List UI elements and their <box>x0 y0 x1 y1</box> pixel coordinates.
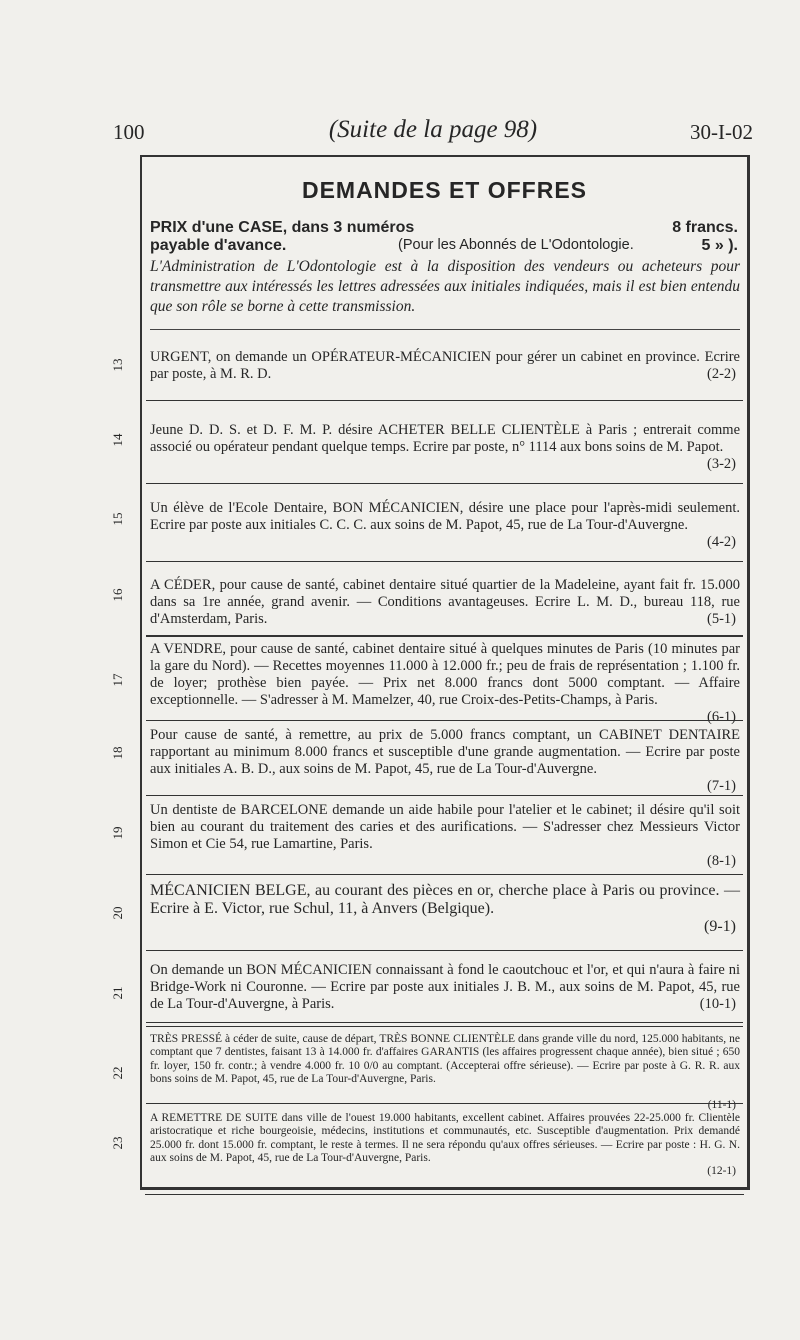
ad-item <box>150 962 740 1013</box>
ad-text: URGENT, on demande un OPÉRATEUR-MÉCANICIEN pour gérer un cabinet en province. Ecrire par poste, à M. R. D. <box>150 349 740 382</box>
ad-item <box>150 727 740 794</box>
divider <box>146 720 743 721</box>
ad-code: (3-2) <box>707 456 736 472</box>
divider <box>146 400 743 401</box>
line-number: 21 <box>110 986 125 1000</box>
classifieds-frame <box>140 155 750 1190</box>
line-number: 17 <box>110 673 125 687</box>
divider <box>146 635 743 637</box>
divider <box>150 329 740 330</box>
ad-code: (4-2) <box>707 534 736 550</box>
ad-text: Un dentiste de BARCELONE demande un aide habile pour l'atelier et le cabinet; il désire qu'il soit bien au courant du traitement des caries et des aurifications. — S'adresser chez Messieurs Victor Simon et Cie 54, rue Lamartine, Paris. <box>150 802 740 852</box>
ad-code: (6-1) <box>707 709 736 725</box>
ad-text: Jeune D. D. S. et D. F. M. P. désire ACHETER BELLE CLIENTÈLE à Paris ; entrerait comme associé ou opérateur pendant quelque temps. Ecrire par poste, n° 1114 aux bons soins de M. Papot. <box>150 422 740 455</box>
ad-text: A REMETTRE DE SUITE dans ville de l'ouest 19.000 habitants, excellent cabinet. Affaires prouvées 22-25.000 fr. Clientèle aristocratique et riche bourgeoisie, médecins, institutions et communautés, etc. Susceptible d'augmentation. Prix demandé 25.000 fr. dont 15.000 fr. comptant, le reste à termes. Il ne sera répondu qu'aux offres sérieuses. — Ecrire par poste : H. G. N. aux soins de M. Papot, 45, rue de La Tour-d'Auvergne, Paris. <box>150 1112 740 1164</box>
ad-item <box>150 882 740 935</box>
ad-item <box>150 802 740 869</box>
subscriber-price: 5 » ). <box>701 237 738 254</box>
line-number: 20 <box>110 906 125 920</box>
price-note: payable d'avance. <box>150 237 287 254</box>
price-value: 8 francs. <box>672 219 738 236</box>
line-number: 13 <box>110 358 125 372</box>
page-header <box>113 118 753 152</box>
divider <box>146 1103 743 1104</box>
ad-item <box>150 422 740 472</box>
section-heading: DEMANDES ET OFFRES <box>301 177 588 203</box>
ad-item <box>150 500 740 550</box>
ad-item <box>150 1033 740 1111</box>
price-label: PRIX d'une CASE, dans 3 numéros <box>150 219 415 236</box>
ad-text: Un élève de l'Ecole Dentaire, BON MÉCANICIEN, désire une place pour l'après-midi seulement. Ecrire par poste aux initiales C. C. C. aux soins de M. Papot, 45, rue de La Tour-d'Auvergne. <box>150 500 740 533</box>
ad-code: (9-1) <box>704 918 736 935</box>
ad-code: (12-1) <box>707 1165 736 1177</box>
ad-code: (11-1) <box>707 1099 736 1111</box>
divider <box>146 874 743 875</box>
ad-code: (2-2) <box>707 366 736 382</box>
ad-item <box>150 577 740 628</box>
ad-item <box>150 1112 740 1177</box>
line-number: 16 <box>110 588 125 602</box>
ad-code: (8-1) <box>707 853 736 869</box>
ad-code: (7-1) <box>707 778 736 794</box>
divider <box>146 1026 743 1027</box>
ad-text: On demande un BON MÉCANICIEN connaissant à fond le caoutchouc et l'or, et qui n'aura à faire ni Bridge-Work ni Couronne. — Ecrire par poste aux initiales J. B. M., aux soins de M. Papot, 45, rue de La Tour-d'Auvergne, à Paris. <box>150 962 740 1012</box>
divider <box>146 950 743 951</box>
page-title: (Suite de la page 98) <box>328 116 538 143</box>
ad-text: A CÉDER, pour cause de santé, cabinet dentaire situé quartier de la Madeleine, ayant fait fr. 15.000 dans sa 1re année, grand avenir. — Conditions avantageuses. Ecrire L. M. D., bureau 118, rue d'Amsterdam, Paris. <box>150 577 740 627</box>
subscriber-note: (Pour les Abonnés de L'Odontologie. <box>398 237 634 253</box>
ad-item <box>150 349 740 383</box>
divider <box>146 483 743 484</box>
line-number: 14 <box>110 433 125 447</box>
ad-text: TRÈS PRESSÉ à céder de suite, cause de départ, TRÈS BONNE CLIENTÈLE dans grande ville du nord, 125.000 habitants, ne comptant que 7 dentistes, faisant 13 à 14.000 fr. d'affaires GARANTIS (les affaires progressent chaque année), bien situé ; 650 fr. loyer, 150 fr. contr.; à vendre 4.000 fr. 10 0/0 au comptant. (Accepterai offre sérieuse). — Ecrire par poste à G. R. R. aux bons soins de M. Papot, 45, rue de La Tour-d'Auvergne, Paris. <box>150 1033 740 1085</box>
line-number: 19 <box>110 826 125 840</box>
ad-item <box>150 641 740 725</box>
ad-text: A VENDRE, pour cause de santé, cabinet dentaire situé à quelques minutes de Paris (10 minutes par la gare du Nord). — Recettes moyennes 11.000 à 12.000 fr.; peu de frais de représentation ; 1.100 fr. de loyer; prothèse bien payée. — Prix net 8.000 francs dont 5000 comptant. — Affaire exceptionnelle. — S'adresser à M. Mamelzer, 40, rue Croix-des-Petits-Champs, à Paris. <box>150 641 740 708</box>
line-number: 18 <box>110 746 125 760</box>
page-number: 100 <box>113 120 145 144</box>
divider <box>146 561 743 562</box>
line-number: 22 <box>110 1066 125 1080</box>
intro-text: L'Administration de L'Odontologie est à la disposition des vendeurs ou acheteurs pour transmettre aux intéressés les lettres adressées aux initiales indiquées, mais il est bien entendu que son rôle se borne à cette transmission. <box>150 258 740 315</box>
ad-text: Pour cause de santé, à remettre, au prix de 5.000 francs comptant, un CABINET DENTAIRE rapportant au minimum 8.000 francs et susceptible d'une grande augmentation. — Ecrire par poste aux initiales A. B. D., aux soins de M. Papot, 45, rue de La Tour-d'Auvergne. <box>150 727 740 777</box>
divider <box>146 1022 743 1023</box>
ad-code: (10-1) <box>699 996 736 1012</box>
divider <box>146 795 743 796</box>
ad-text: MÉCANICIEN BELGE, au courant des pièces en or, cherche place à Paris ou province. — Ecrire à E. Victor, rue Schul, 11, à Anvers (Belgique). <box>150 882 740 917</box>
ad-code: (5-1) <box>707 611 736 627</box>
line-number: 23 <box>110 1136 125 1150</box>
page-date: 30-I-02 <box>690 120 753 144</box>
line-number: 15 <box>110 512 125 526</box>
